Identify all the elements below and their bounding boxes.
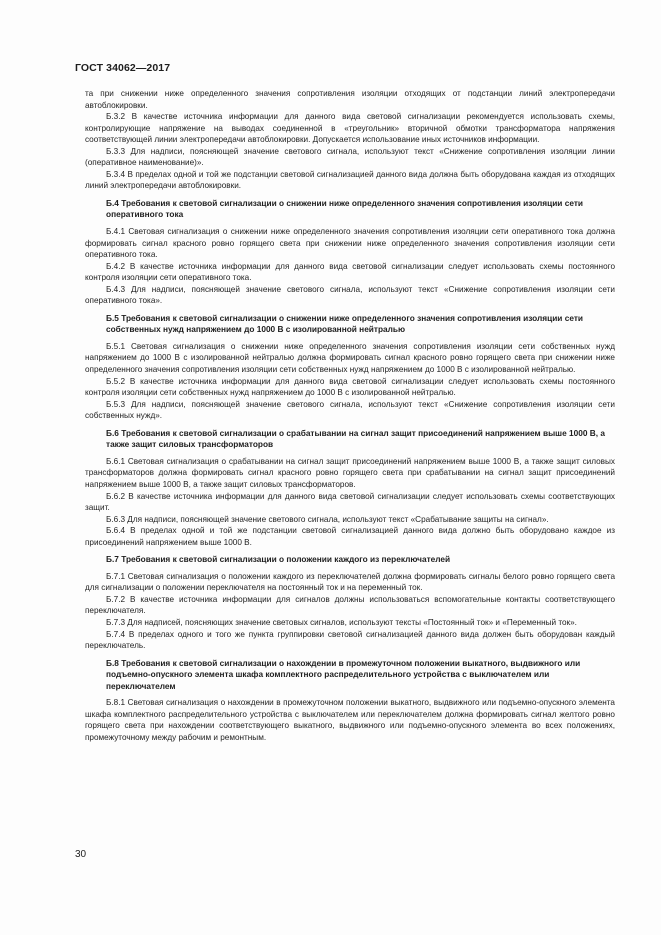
paragraph-b3-4: Б.3.4 В пределах одной и той же подстанции световой сигнализацией данного вида должна быть оборудована каждая из отходящих линий электропередачи автоблокировки. bbox=[85, 169, 615, 191]
paragraph-b6-1: Б.6.1 Световая сигнализация о срабатывании на сигнал защит присоединений напряжением выше 1000 В, а также защит силовых трансформаторов должна формировать сигнал красного ровно горящего света при срабатывании на сигнал защит присоединений напряжением выше 1000 В, а также защит силовых трансформаторов. bbox=[85, 456, 615, 489]
standard-header: ГОСТ 34062—2017 bbox=[75, 62, 171, 74]
paragraph-b5-3: Б.5.3 Для надписи, поясняющей значение светового сигнала, используют текст «Снижение сопротивления изоляции сети собственных нужд». bbox=[85, 399, 615, 421]
paragraph-b6-2: Б.6.2 В качестве источника информации для данного вида световой сигнализации следует использовать схемы соответствующих защит. bbox=[85, 491, 615, 513]
paragraph-b5-1: Б.5.1 Световая сигнализация о снижении ниже определенного значения сопротивления изоляции сети собственных нужд напряжением до 1000 В с изолированной нейтралью должна формировать сигнал красного ровно горящего света при снижении ниже определенного значения сопротивления изоляции сети собственных нужд напряжением до 1000 В с изолированной нейтралью. bbox=[85, 341, 615, 375]
page-number: 30 bbox=[75, 849, 87, 860]
paragraph-b7-3: Б.7.3 Для надписей, поясняющих значение световых сигналов, используют тексты «Постоянный ток» и «Переменный ток». bbox=[106, 617, 577, 627]
section-heading-b5: Б.5 Требования к световой сигнализации о снижении ниже определенного значения сопротивления изоляции сети собственных нужд напряжением до 1000 В с изолированной нейтралью bbox=[106, 312, 583, 335]
paragraph-b4-3: Б.4.3 Для надписи, поясняющей значение светового сигнала, используют текст «Снижение сопротивления изоляции сети оперативного тока». bbox=[85, 284, 615, 306]
paragraph-b6-3: Б.6.3 Для надписи, поясняющей значение светового сигнала, используют текст «Срабатывание защиты на сигнал». bbox=[106, 514, 549, 524]
section-heading-b4: Б.4 Требования к световой сигнализации о снижении ниже определенного значения сопротивления изоляции сети оперативного тока bbox=[106, 197, 583, 220]
paragraph-b8-1: Б.8.1 Световая сигнализация о нахождении в промежуточном положении выкатного, выдвижного или подъемно-опускного элемента шкафа комплектного распределительного устройства с выключателем или переключателем должна формировать сигнал желтого ровно горящего света при нахождении соответствующего выкатного, выдвижного или подъемно-опускного элемента во всех положениях, промежуточному между рабочим и ремонтным. bbox=[85, 698, 615, 742]
section-heading-b7: Б.7 Требования к световой сигнализации о положении каждого из переключателей bbox=[106, 554, 451, 565]
paragraph-b7-1: Б.7.1 Световая сигнализация о положении каждого из переключателей должна формировать сигналы белого ровно горящего света для сигнализации о положении переключателя на постоянный ток и на переменный ток. bbox=[85, 571, 615, 593]
document-body bbox=[85, 88, 615, 743]
paragraph-b3-2: Б.3.2 В качестве источника информации для данного вида световой сигнализации рекомендуется использовать схемы, контролирующие напряжение на выводах соединенной в «треугольник» вторичной обмотки трансформатора напряжения соответствующей линии электропередачи автоблокировки. Допускается использование иных источников информации. bbox=[85, 112, 615, 145]
paragraph-b6-4: Б.6.4 В пределах одной и той же подстанции световой сигнализацией данного вида должно быть оборудовано каждое из присоединений напряжением выше 1000 В. bbox=[85, 526, 615, 547]
section-heading-b8: Б.8 Требования к световой сигнализации о нахождении в промежуточном положении выкатного, выдвижного или подъемно-опускного элемента шкафа комплектного распределительного устройства с выключателем или переключателем bbox=[106, 657, 581, 691]
paragraph-b5-2: Б.5.2 В качестве источника информации для данного вида световой сигнализации следует использовать схемы постоянного контроля изоляции сети собственных нужд напряжением до 1000 В с изолированной нейтралью. bbox=[85, 376, 615, 398]
paragraph-b4-1: Б.4.1 Световая сигнализация о снижении ниже определенного значения сопротивления изоляции сети оперативного тока должна формировать сигнал красного ровно горящего света при снижении ниже определенного значения сопротивления изоляции сети оперативного тока. bbox=[85, 227, 615, 260]
paragraph-b7-4: Б.7.4 В пределах одного и того же пункта группировки световой сигнализацией данного вида должен быть оборудован каждый переключатель. bbox=[85, 629, 615, 651]
paragraph: та при снижении ниже определенного значения сопротивления изоляции отходящих от подстанции линий электропередачи автоблокировки. bbox=[85, 89, 615, 110]
section-heading-b6: Б.6 Требования к световой сигнализации о срабатывании на сигнал защит присоединений напряжением выше 1000 В, а также защит силовых трансформаторов bbox=[106, 427, 605, 450]
paragraph-b3-3: Б.3.3 Для надписи, поясняющей значение светового сигнала, используют текст «Снижение сопротивления изоляции линии (оперативное наименование)». bbox=[85, 146, 615, 168]
paragraph-b4-2: Б.4.2 В качестве источника информации для данного вида световой сигнализации следует использовать схемы постоянного контроля изоляции сети оперативного тока. bbox=[85, 261, 615, 283]
paragraph-b7-2: Б.7.2 В качестве источника информации для сигналов должны использоваться вспомогательные контакты соответствующего переключателя. bbox=[85, 594, 615, 616]
